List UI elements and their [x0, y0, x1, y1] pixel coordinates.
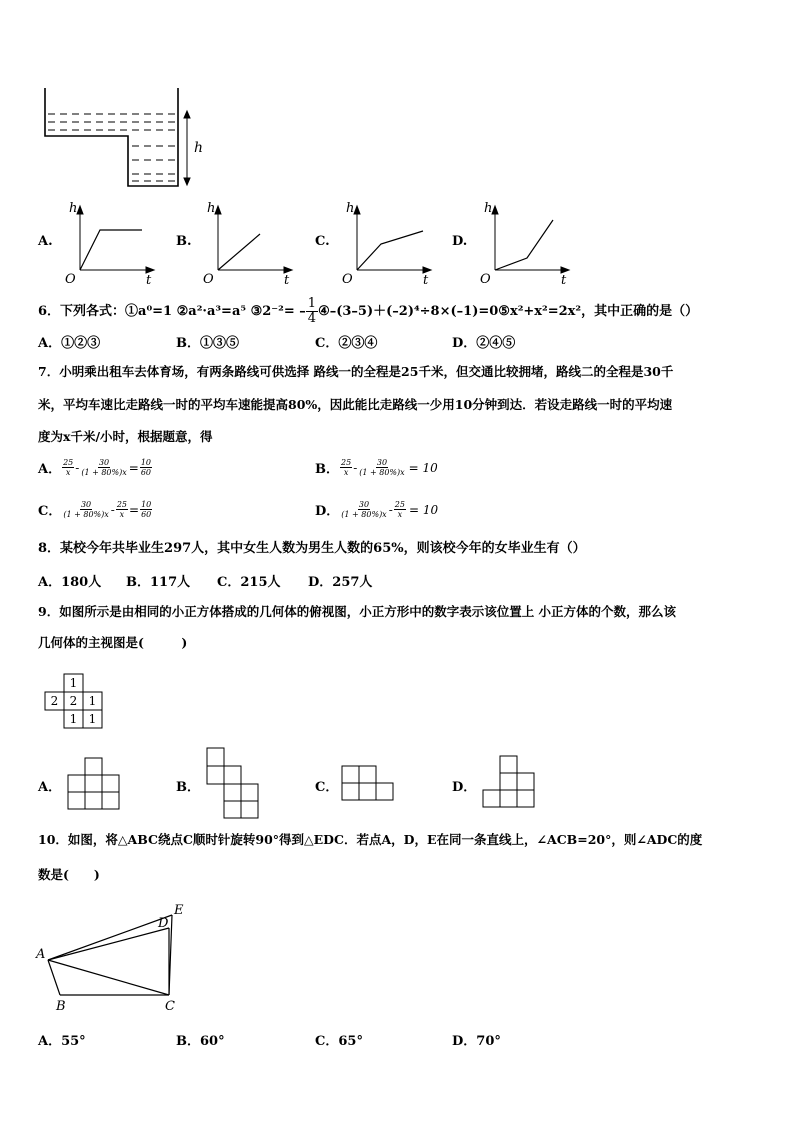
- q9-option-A[interactable]: [66, 756, 126, 812]
- q9-top-view-grid: [40, 672, 110, 732]
- q7-line2: 米，平均车速比走路线一时的平均车速能提高80%，因此能比走路线一少用10分钟到达．若设走路线一时的平均速: [38, 397, 673, 412]
- q6-item4: ④–(3–5)＋(–2)⁴÷8×(–1)=0: [318, 304, 499, 319]
- q8-option-A[interactable]: A．180人: [38, 575, 102, 590]
- q5-option-C-letter: C.: [315, 234, 330, 249]
- q6-option-B[interactable]: B．①③⑤: [176, 336, 239, 351]
- axis-h: h: [207, 201, 216, 216]
- q10-option-C[interactable]: C．65°: [315, 1034, 363, 1049]
- origin-O: O: [203, 272, 214, 286]
- q9-option-C-letter: C．: [315, 780, 339, 795]
- q9-option-D-letter: D．: [452, 780, 477, 795]
- origin-O: O: [342, 272, 353, 286]
- grid-cell: 1: [88, 712, 97, 726]
- tank-figure: [40, 84, 220, 194]
- q8-option-B[interactable]: B．117人: [126, 575, 191, 590]
- q6-item1: ①a⁰=1: [125, 304, 173, 319]
- q9-option-B-letter: B．: [176, 780, 200, 795]
- q5-option-A-letter: A.: [38, 234, 53, 249]
- axis-t: t: [423, 273, 429, 286]
- axis-t: t: [146, 273, 152, 286]
- grid-cell: 1: [88, 694, 97, 708]
- q6-option-D[interactable]: D．②④⑤: [452, 336, 516, 351]
- axis-t: t: [561, 273, 567, 286]
- tank-h-label: h: [194, 140, 204, 156]
- grid-cell: 1: [69, 712, 78, 726]
- origin-O: O: [480, 272, 491, 286]
- q5-graph-A[interactable]: [58, 198, 158, 286]
- axis-h: h: [69, 201, 78, 216]
- q9-line1: 9．如图所示是由相同的小正方体搭成的几何体的俯视图，小正方形中的数字表示该位置上 小正方体的个数，那么该: [38, 604, 677, 619]
- point-C: C: [165, 999, 175, 1014]
- q9-option-D[interactable]: [481, 754, 541, 812]
- point-E: E: [174, 903, 184, 918]
- q9-line2: 几何体的主视图是( ): [38, 635, 188, 650]
- q7-option-B[interactable]: B． $\frac{25}{x}$ - $\frac{30}{(1 + 80\%)x}$ = 10: [315, 458, 438, 477]
- origin-O: O: [65, 272, 76, 286]
- q10-option-B[interactable]: B．60°: [176, 1034, 225, 1049]
- q10-line2: 数是( ): [38, 867, 100, 882]
- q7-option-A[interactable]: A． $\frac{25}{x}$ - $\frac{30}{(1 + 80\%)x}$ = $\frac{10}{60}$: [38, 458, 152, 477]
- q7-line1: 7．小明乘出租车去体育场，有两条路线可供选择 路线一的全程是25千米，但交通比较拥堵，路线二的全程是30千: [38, 364, 674, 379]
- q9-option-A-letter: A．: [38, 780, 62, 795]
- q10-option-D[interactable]: D．70°: [452, 1034, 501, 1049]
- q6-fraction: $\frac{1}{4}$: [307, 296, 317, 326]
- q9-option-B[interactable]: [204, 746, 266, 822]
- q7-option-C[interactable]: C． $\frac{30}{(1 + 80\%)x}$ - $\frac{25}{x}$ = $\frac{10}{60}$: [38, 500, 152, 519]
- grid-cell: 2: [69, 694, 78, 708]
- q5-option-D-letter: D.: [452, 234, 468, 249]
- point-D: D: [158, 916, 169, 931]
- axis-h: h: [484, 201, 493, 216]
- q5-graph-D[interactable]: [473, 198, 573, 286]
- q7-option-D[interactable]: D． $\frac{30}{(1 + 80\%)x}$ - $\frac{25}{x}$ = 10: [315, 500, 439, 519]
- point-A: A: [36, 947, 46, 962]
- q7-line3: 度为x千米/小时，根据题意，得: [38, 429, 213, 444]
- q6-item5: ⑤x²+x²=2x²，其中正确的是（）: [498, 304, 699, 319]
- q6-item2: ②a²·a³=a⁵: [176, 304, 247, 319]
- grid-cell: 2: [50, 694, 59, 708]
- q9-option-C[interactable]: [340, 764, 396, 804]
- q5-graph-B[interactable]: [196, 198, 296, 286]
- q5-option-B-letter: B.: [176, 234, 192, 249]
- q10-triangle-figure: [34, 900, 194, 1015]
- q5-graph-C[interactable]: [335, 198, 435, 286]
- q6-stem: [38, 297, 698, 326]
- q8-option-C[interactable]: C．215人: [217, 575, 281, 590]
- q6-option-A[interactable]: A．①②③: [38, 336, 101, 351]
- q10-line1: 10．如图，将△ABC绕点C顺时针旋转90°得到△EDC．若点A，D，E在同一条直线上，∠ACB=20°，则∠ADC的度: [38, 832, 703, 847]
- q8-stem: 8．某校今年共毕业生297人，其中女生人数为男生人数的65%，则该校今年的女毕业生有（）: [38, 541, 586, 556]
- q6-prefix: 6．下列各式：: [38, 304, 126, 319]
- point-B: B: [56, 999, 66, 1014]
- grid-cell: 1: [69, 676, 78, 690]
- axis-t: t: [284, 273, 290, 286]
- axis-h: h: [346, 201, 355, 216]
- q10-option-A[interactable]: A．55°: [38, 1034, 86, 1049]
- q6-item3: ③2⁻²= –: [250, 304, 306, 319]
- q6-option-C[interactable]: C．②③④: [315, 336, 378, 351]
- q8-option-D[interactable]: D．257人: [308, 575, 373, 590]
